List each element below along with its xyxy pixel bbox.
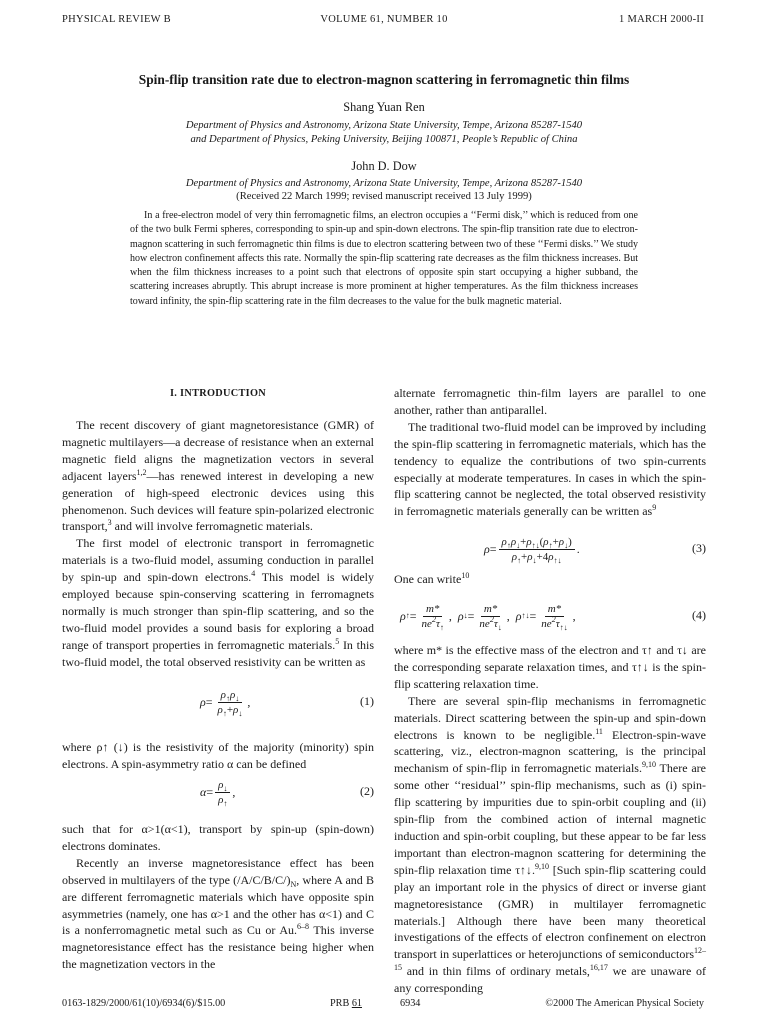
right-column-text-b: [394, 571, 706, 588]
footer-journal-volume: PRB 61: [330, 998, 362, 1009]
left-column-text-b: [62, 739, 374, 773]
author-2-name: John D. Dow: [351, 159, 417, 173]
issue-date: 1 MARCH 2000-II: [619, 14, 704, 25]
citation: 10: [461, 571, 470, 580]
paragraph-inverse-mr: Recently an inverse magnetoresistance effect has been observed in multilayers of the type $(/A/C/B/C/)_N$, where A and B are different ferromagnetic materials which have opposite spin asymmetries (namely, one has α>1 and the other has α<1) and C is a nonferromagnetic metal such as Cu or Au.$^{6-8}$ This inverse magnetoresistance effect has the resistance being higher when the magnetization vectors in the: [62, 855, 374, 972]
equation-3: ρ = $\frac{\rho_↑\rho_↓+\rho_{↑↓}(\rho_↑+\rho_↓)}{\rho_↑+\rho_↓+4\rho_{↑↓}}$ . (3): [484, 535, 706, 565]
author-2-affiliation: Department of Physics and Astronomy, Arizona State University, Tempe, Arizona 85287-1540: [185, 178, 583, 189]
footer-copyright: ©2000 The American Physical Society: [545, 998, 704, 1009]
paragraph-spin-flip-model: The traditional two-fluid model can be improved by including the spin-flip scattering in ferromagnetic materials, which has the tendency to equalize the contributions of two spin-currents especially at moderate temperatures. In cases in which the spin-flip scattering cannot be neglected, the total observed resistivity in ferromagnetic materials generally can be written as$^9$: [394, 419, 706, 519]
citation: 1,2: [136, 467, 147, 477]
citation: 12–15: [394, 946, 706, 973]
paragraph-spin-resistivity: where ρ↑ (↓) is the resistivity of the majority (minority) spin electrons. A spin-asymmetry ratio α can be defined: [62, 740, 374, 771]
author-1-affiliation-line-1: Department of Physics and Astronomy, Arizona State University, Tempe, Arizona 85287-1540: [185, 120, 583, 131]
equation-4: ρ ↑ = $\frac{m*}{ne^2\tau_↑}$ , ρ ↓ = $\frac{m*}{ne^2\tau_↓}$ , ρ ↑↓ = $\frac{m*}{ne^2\tau_{↑↓}}$ , (4): [400, 602, 706, 632]
citation: 16,17: [589, 963, 608, 973]
citation: 6–8: [297, 922, 310, 932]
equation-number: (4): [692, 608, 706, 622]
citation: 9: [652, 503, 657, 513]
citation: 11: [595, 726, 603, 736]
citation: 4: [251, 569, 256, 579]
paragraph-one-can-write: One can write$^{10}$: [394, 571, 470, 586]
paragraph-two-fluid-model: The first model of electronic transport in ferromagnetic materials is a two-fluid model, assuming conduction in parallel by spin-up and spin-down electrons.$^4$ This model is widely employed because spin-conserving scattering in ferromagnets normally is much stronger than spin-flip scattering, and so the two-fluid model provides a sound basis for exploring a broad range of transport properties in ferromagnetic materials.$^5$ In this two-fluid model, the total observed resistivity can be written as: [62, 536, 374, 669]
equation-number: (1): [360, 694, 374, 708]
paragraph-gmr-intro: The recent discovery of giant magnetoresistance (GMR) of magnetic multilayers—a decrease of resistance when an external magnetic field aligns the magnetization vectors in several adjacent layers$^{1,2}$—has renewed interest in developing a new generation of high-speed electronic devices using this phenomenon. Such devices will feature spin-polarized electronic transport,$^3$ and will involve ferromagnetic materials.: [62, 418, 374, 534]
left-column-text-c: [62, 821, 374, 973]
abstract: In a free-electron model of very thin ferromagnetic films, an electron occupies a ‘‘Fermi disk,’’ which is reduced from one of the two bulk Fermi spheres, corresponding to spin-up and spin-down electrons. The spin-flip transition rate due to electron-magnon scattering in such ferromagnetic thin films is due to electron scattering between two of these ‘‘Fermi disks.’’ We study how electron confinement affects this rate. Normally the spin-flip scattering rate decreases as the film thickness increases. But when the film thickness increases to a point such that electrons of opposite spin start occupying a higher subband, the scattering increases abruptly. This abrupt increase is more prominent at higher temperatures. As the film thickness increases toward infinity, the spin-flip scattering rate in the film decreases to the value for the bulk magnetic material.: [130, 210, 638, 307]
citation: 3: [107, 518, 112, 528]
received-dates: (Received 22 March 1999; revised manuscript received 13 July 1999): [236, 191, 532, 202]
right-column-text-a: [394, 385, 706, 520]
paragraph-spin-asymmetry: such that for α>1(α<1), transport by spin-up (spin-down) electrons dominates.: [62, 822, 374, 853]
paper-title: Spin-flip transition rate due to electron-magnon scattering in ferromagnetic thin films: [138, 72, 630, 87]
equation-1: ρ = $\frac{\rho_↑\rho_↓}{\rho_↑+\rho_↓}$ , (1): [200, 688, 374, 718]
author-1-name: Shang Yuan Ren: [343, 100, 425, 114]
journal-name: PHYSICAL REVIEW B: [62, 14, 171, 25]
equation-number: (2): [360, 784, 374, 798]
citation: 9,10: [641, 760, 656, 770]
paragraph-effective-mass: where m* is the effective mass of the electron and τ↑ and τ↓ are the corresponding separate relaxation times, and τ↑↓ is the spin-flip scattering relaxation time.: [394, 643, 706, 691]
left-column-text-a: [62, 417, 374, 671]
volume-number: VOLUME 61, NUMBER 10: [320, 14, 448, 25]
equation-number: (3): [692, 541, 706, 555]
citation: 5: [335, 636, 340, 646]
paragraph-parallel-layers: alternate ferromagnetic thin-film layers are parallel to one another, rather than antiparallel.: [394, 386, 706, 417]
footer-page-number: 6934: [400, 998, 421, 1009]
author-1-affiliation-line-2: and Department of Physics, Peking University, Beijing 100871, People’s Republic of China: [190, 134, 578, 145]
section-heading: I. INTRODUCTION: [169, 388, 267, 399]
footer-issn-code: 0163-1829/2000/61(10)/6934(6)/$15.00: [62, 998, 226, 1009]
citation: 9,10: [535, 861, 550, 871]
right-column-text-c: [394, 642, 706, 997]
paragraph-spin-flip-mechanisms: There are several spin-flip mechanisms in ferromagnetic materials. Direct scattering between the spin-up and spin-down electrons is known to be negligible.$^{11}$ Electron-spin-wave scattering, viz., electron-magnon scattering, is the principal mechanism of spin-flip in ferromagnetic materials.$^{9,10}$ There are some other ‘‘residual’’ spin-flip mechanisms, such as (i) spin-flip scattering by impurities due to spin-orbit coupling and (ii) spin-flip from the combined action of internal magnetic induction and spin-orbit coupling, but these appear to be far less important than electron-magnon scattering for determining the spin-flip relaxation time τ↑↓.$^{9,10}$ [Such spin-flip scattering could play an important role in the physics of direct or inverse giant magnetoresistance (GMR) in multilayer ferromagnetic materials.] Although there have been many theoretical investigations of the effects of electron confinement on electron transport in superlattices or heterojunctions of semiconductors$^{12-15}$ and in thin films of ordinary metals,$^{16,17}$ we are unaware of any corresponding: [394, 693, 707, 996]
equation-2: α = $\frac{\rho_↓}{\rho_↑}$ , (2): [200, 778, 374, 808]
